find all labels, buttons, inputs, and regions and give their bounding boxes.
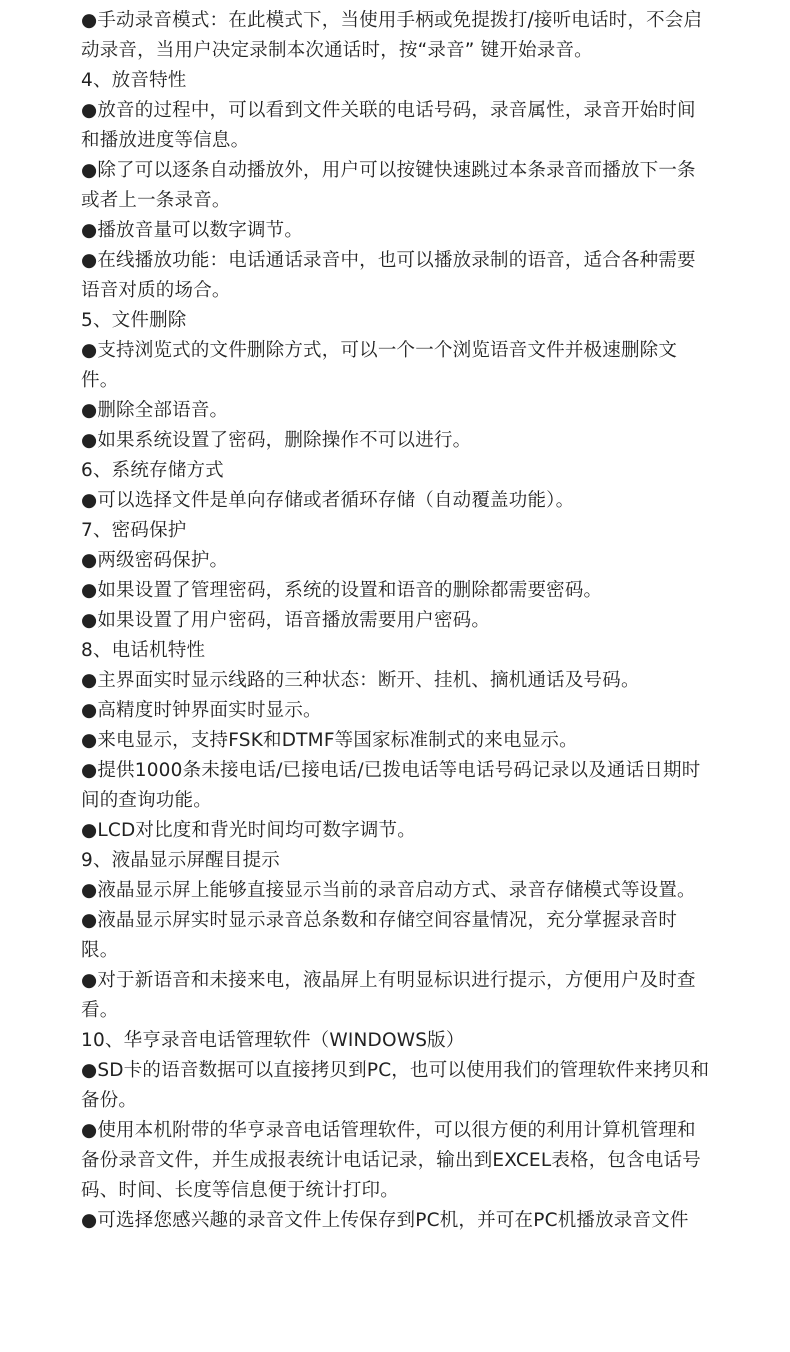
section-heading-playback: 4、放音特性 — [81, 70, 187, 91]
bullet-lcd-settings: ●液晶显示屏上能够直接显示当前的录音启动方式、录音存储模式等设置。 — [81, 880, 696, 901]
bullet-manual-record-mode: ●手动录音模式：在此模式下，当使用手柄或免提拨打/接听电话时，不会启动录音，当用户决定录制本次通话时，按“录音” 键开始录音。 — [81, 10, 703, 61]
section-heading-file-delete: 5、文件删除 — [81, 310, 187, 331]
bullet-admin-password: ●如果设置了管理密码，系统的设置和语音的删除都需要密码。 — [81, 580, 603, 601]
bullet-delete-all: ●删除全部语音。 — [81, 400, 229, 421]
bullet-storage-mode: ●可以选择文件是单向存储或者循环存储（自动覆盖功能）。 — [81, 490, 575, 511]
section-heading-password: 7、密码保护 — [81, 520, 187, 541]
bullet-playback-skip: ●除了可以逐条自动播放外，用户可以按键快速跳过本条录音而播放下一条或者上一条录音。 — [81, 160, 696, 211]
bullet-playback-info: ●放音的过程中，可以看到文件关联的电话号码，录音属性，录音开始时间和播放进度等信息。 — [81, 100, 696, 151]
bullet-two-level-password: ●两级密码保护。 — [81, 550, 229, 571]
bullet-line-status: ●主界面实时显示线路的三种状态：断开、挂机、摘机通话及号码。 — [81, 670, 640, 691]
bullet-lcd-new-alerts: ●对于新语音和未接来电，液晶屏上有明显标识进行提示，方便用户及时查看。 — [81, 970, 696, 1021]
bullet-call-records: ●提供1000条未接电话/已接电话/已拨电话等电话号码记录以及通话日期时间的查询功能。 — [81, 760, 701, 811]
bullet-clock: ●高精度时钟界面实时显示。 — [81, 700, 322, 721]
section-heading-lcd-prompts: 9、液晶显示屏醒目提示 — [81, 850, 280, 871]
document-body — [81, 6, 711, 1236]
bullet-lcd-capacity: ●液晶显示屏实时显示录音总条数和存储空间容量情况，充分掌握录音时限。 — [81, 910, 678, 961]
bullet-software-manage: ●使用本机附带的华亨录音电话管理软件，可以很方便的利用计算机管理和备份录音文件，并生成报表统计电话记录，输出到EXCEL表格，包含电话号码、时间、长度等信息便于统计打印。 — [81, 1120, 701, 1201]
section-heading-phone-features: 8、电话机特性 — [81, 640, 206, 661]
section-heading-storage: 6、系统存储方式 — [81, 460, 224, 481]
bullet-lcd-adjust: ●LCD对比度和背光时间均可数字调节。 — [81, 820, 416, 841]
section-heading-software: 10、华亨录音电话管理软件（WINDOWS版） — [81, 1030, 465, 1051]
bullet-online-playback: ●在线播放功能：电话通话录音中，也可以播放录制的语音，适合各种需要语音对质的场合。 — [81, 250, 696, 301]
bullet-sd-copy: ●SD卡的语音数据可以直接拷贝到PC，也可以使用我们的管理软件来拷贝和备份。 — [81, 1060, 710, 1111]
bullet-caller-id: ●来电显示，支持FSK和DTMF等国家标准制式的来电显示。 — [81, 730, 578, 751]
bullet-user-password: ●如果设置了用户密码，语音播放需要用户密码。 — [81, 610, 491, 631]
bullet-delete-password: ●如果系统设置了密码，删除操作不可以进行。 — [81, 430, 472, 451]
bullet-browse-delete: ●支持浏览式的文件删除方式，可以一个一个浏览语音文件并极速删除文件。 — [81, 340, 678, 391]
bullet-playback-volume: ●播放音量可以数字调节。 — [81, 220, 304, 241]
bullet-upload-pc: ●可选择您感兴趣的录音文件上传保存到PC机，并可在PC机播放录音文件 — [81, 1210, 689, 1231]
